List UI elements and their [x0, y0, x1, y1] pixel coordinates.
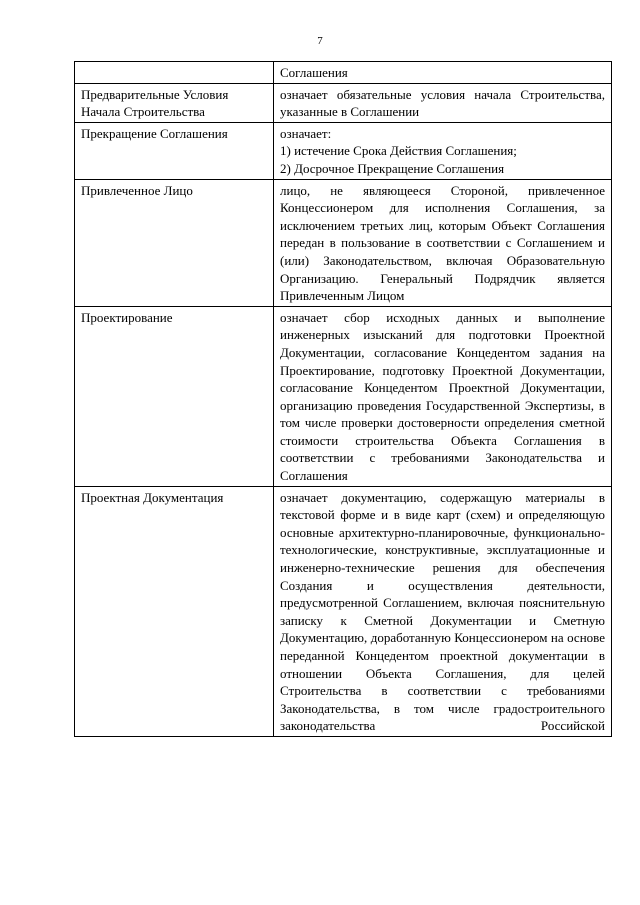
- table-row: [75, 486, 612, 736]
- definition-cell: [274, 83, 612, 122]
- table-row: [75, 62, 612, 84]
- definition-text: означает:: [280, 125, 332, 141]
- table-row: [75, 122, 612, 179]
- definition-list-item: 1) истечение Срока Действия Соглашения;: [280, 143, 517, 159]
- definition-text: Соглашения: [280, 65, 348, 80]
- term-cell: Проектная Документация: [75, 486, 274, 736]
- definition-cell: [274, 62, 612, 84]
- definition-text: означает обязательные условия начала Строительства, указанные в Соглашении: [280, 86, 605, 120]
- table-row: [75, 83, 612, 122]
- term-cell: Привлеченное Лицо: [75, 179, 274, 306]
- table-row: [75, 179, 612, 306]
- definition-text: означает сбор исходных данных и выполнение инженерных изысканий для подготовки Проектной Документации, согласование Концедентом задания на Проектирование, подготовку Проектной Документации, согласование Концедентом Проектной Документации, организацию проведения Государственной Экспертизы, в том числе проверки достоверности определения сметной стоимости строительства Объекта Соглашения в соответствии с требованиями Законодательства и Соглашения: [280, 309, 605, 484]
- definition-cell: [274, 306, 612, 486]
- definition-cell: [274, 179, 612, 306]
- definition-cell: [274, 122, 612, 179]
- definition-text: лицо, не являющееся Стороной, привлеченное Концессионером для исполнения Соглашения, за исключением третьих лиц, которым Объект Соглашения передан в пользование в соответствии с Соглашением и (или) Законодательством, включая Образовательную Организацию. Генеральный Подрядчик является Привлеченным Лицом: [280, 182, 605, 304]
- term-cell: Предварительные Условия Начала Строительства: [75, 83, 274, 122]
- term-cell: Проектирование: [75, 306, 274, 486]
- definition-list-item: 2) Досрочное Прекращение Соглашения: [280, 160, 505, 176]
- term-cell: [75, 62, 274, 84]
- table-row: [75, 306, 612, 486]
- page-number: 7: [317, 35, 323, 47]
- definition-text: означает документацию, содержащую материалы в текстовой форме и в виде карт (схем) и определяющую основные архитектурно-планировочные, функционально-технологические, конструктивные, эксплуатационные и инженерно-технические решения для обеспечения Создания и осуществления деятельности, предусмотренной Соглашением, включая пояснительную записку к Сметной Документации и Сметную Документацию, доработанную Концессионером на основе переданной Концедентом проектной документации в отношении Объекта Соглашения, для целей Строительства в соответствии с требованиями Законодательства, в том числе градостроительного законодательства Российской: [280, 489, 605, 734]
- definition-cell: [274, 486, 612, 736]
- term-cell: Прекращение Соглашения: [75, 122, 274, 179]
- definitions-table: [74, 61, 612, 737]
